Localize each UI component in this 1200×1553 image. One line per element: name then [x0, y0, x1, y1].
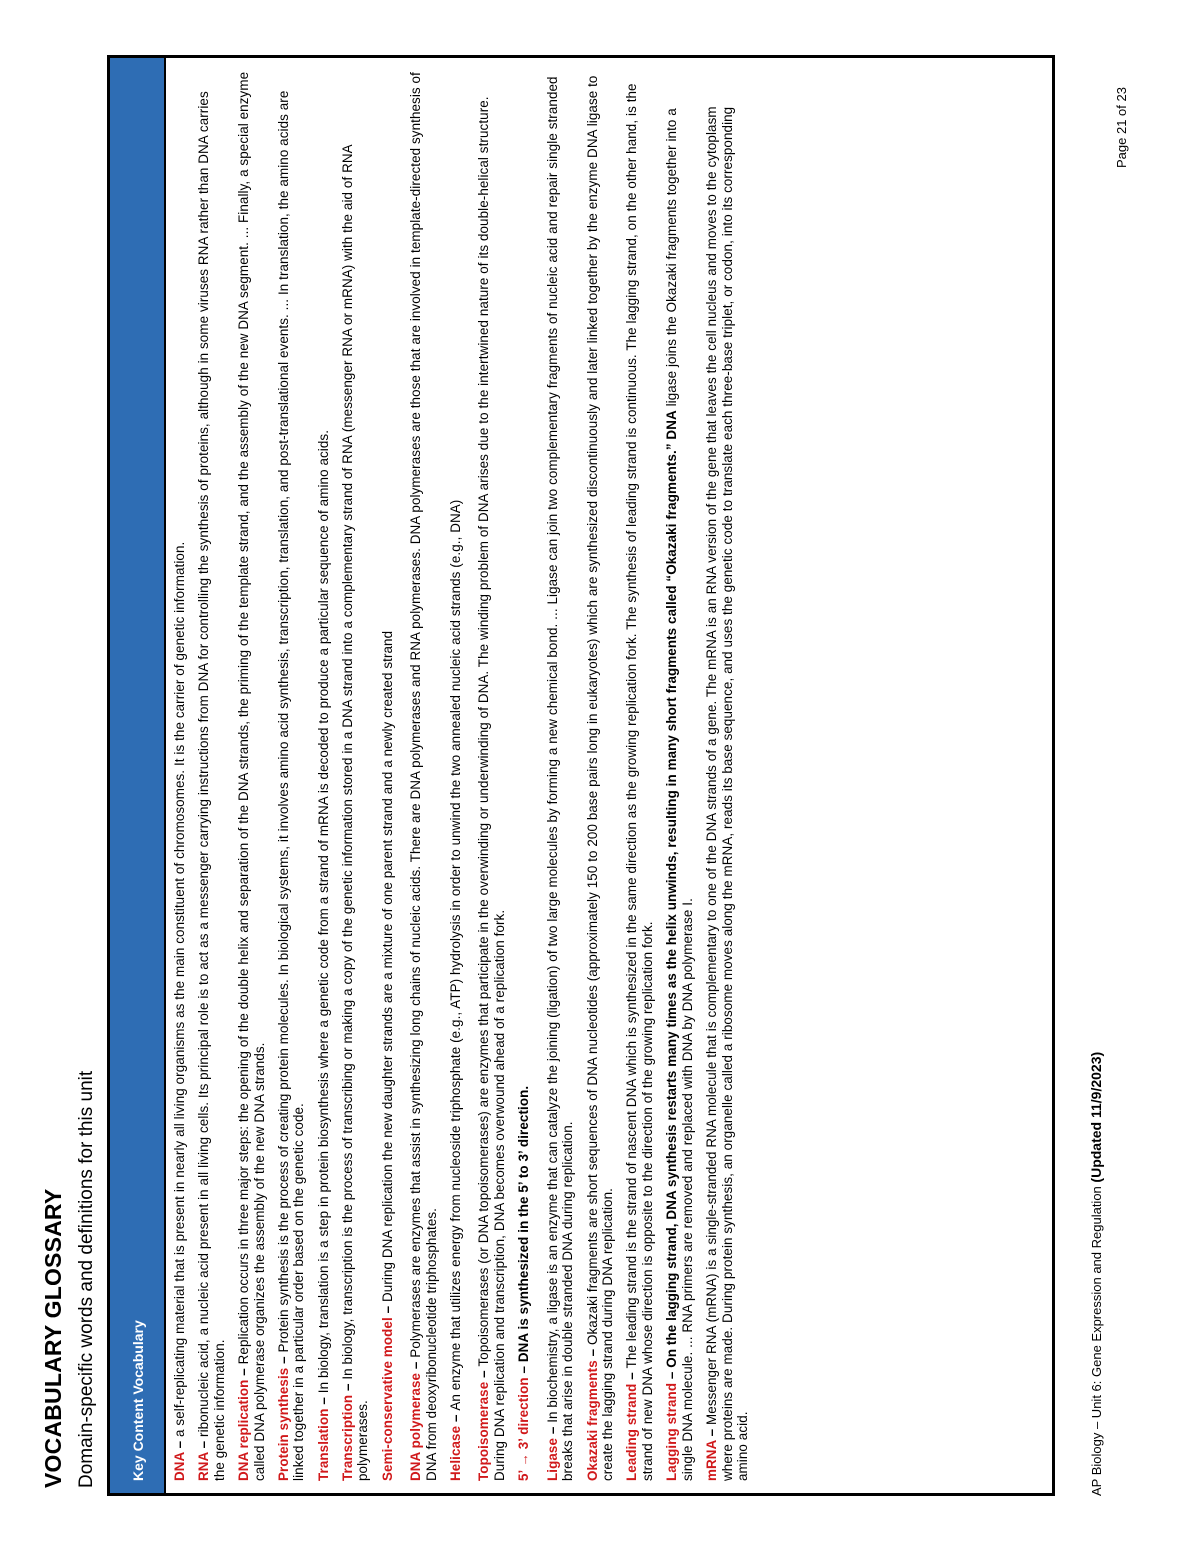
term: Semi-conservative model	[379, 1317, 395, 1481]
entry-helicase	[448, 70, 464, 1481]
table-header: Key Content Vocabulary	[110, 58, 166, 1493]
term: DNA	[172, 1452, 187, 1481]
term: mRNA	[703, 1440, 719, 1481]
term: Protein synthesis	[275, 1367, 291, 1481]
term-dash: –	[584, 1345, 600, 1361]
entry-mrna	[704, 70, 751, 1481]
term: Translation	[315, 1408, 331, 1481]
entry-topoisomerase	[476, 70, 507, 1481]
term-dash: –	[315, 1393, 331, 1409]
term: RNA	[196, 1452, 212, 1481]
definition: Okazaki fragments are short sequences of DNA nucleotides (approximately 150 to 200 base pairs long in eukaryotes) which are synthesized discontinuously and later linked together by the enzyme DNA ligase to create the lagging strand during DNA replication.	[584, 75, 616, 1481]
definition: ligase joins the Okazaki fragments together into a single DNA molecule. ... RNA primers are removed and replaced with DNA by DNA polymerase I.	[664, 108, 695, 1481]
page-title: VOCABULARY GLOSSARY	[40, 1188, 66, 1488]
term-dash: –	[447, 1410, 463, 1426]
definition: In biology, transcription is the process of transcribing or making a copy of the genetic information stored in a DNA strand into a complementary strand of RNA (messenger RNA or mRNA) with the aid of RNA polymerases.	[339, 145, 371, 1481]
vocabulary-table	[107, 55, 1055, 1496]
term-dash: –	[408, 1357, 424, 1373]
entry-rna	[196, 70, 227, 1481]
entry-5-to-3-direction	[516, 70, 532, 1481]
page-subtitle: Domain-specific words and definitions for this unit	[76, 1070, 97, 1488]
definition: Protein synthesis is the process of creating protein molecules. In biological systems, it involves amino acid synthesis, transcription, translation, and post-translational events. ... In translation, the amino acids are linked together in a particular order based on the genetic code.	[275, 90, 307, 1481]
entry-semi-conservative-model	[380, 70, 396, 1481]
term-dash: –	[339, 1379, 355, 1395]
entry-leading-strand	[624, 70, 655, 1481]
term: Helicase	[447, 1425, 463, 1481]
term-dash: –	[624, 1368, 640, 1384]
entry-lagging-strand	[664, 70, 695, 1481]
term: DNA polymerase	[408, 1372, 424, 1481]
page-footer	[1088, 1052, 1104, 1496]
definition: DNA is synthesized in the 5’ to 3’ direction.	[516, 1085, 532, 1363]
definition: In biochemistry, a ligase is an enzyme that can catalyze the joining (ligation) of two large molecules by forming a new chemical bond. ... Ligase can join two complementary fragments of nucleic acid and repair single stranded breaks that arise in double stranded DNA during replication.	[544, 76, 576, 1481]
definition: The leading strand is the strand of nascent DNA which is synthesized in the same direction as the growing replication fork. The synthesis of leading strand is continuous. The lagging strand, on the other hand, is the strand of new DNA whose direction is opposite to the direction of the growing replication fork.	[624, 83, 655, 1481]
entry-dna-polymerase	[408, 70, 439, 1481]
term: Ligase	[544, 1437, 560, 1481]
definition: In biology, translation is a step in protein biosynthesis where a genetic code from a strand of mRNA is decoded to produce a particular sequence of amino acids.	[315, 429, 331, 1394]
term: Transcription	[339, 1394, 355, 1481]
entry-dna	[172, 70, 188, 1481]
term-dash: –	[275, 1352, 291, 1368]
entry-dna-replication	[236, 70, 267, 1481]
term-dash: –	[703, 1424, 719, 1441]
entry-okazaki-fragments	[585, 70, 616, 1481]
term: DNA replication	[235, 1379, 251, 1481]
definition: An enzyme that utilizes energy from nucleoside triphosphate (e.g., ATP) hydrolysis in order to unwind the two annealed nucleic acid strands (e.g., DNA)	[447, 499, 463, 1411]
entry-protein-synthesis	[276, 70, 307, 1481]
definition: Messenger RNA (mRNA) is a single-stranded RNA molecule that is complementary to one of the DNA strands of a gene. The mRNA is an RNA version of the gene that leaves the cell nucleus and moves to the cytoplasm where proteins are made. During protein synthesis, an organelle called a ribosome moves along the mRNA, reads its base sequence, and uses the genetic code to translate each three-base triplet, or codon, into its corresponding amino acid.	[703, 106, 751, 1481]
entry-transcription	[340, 70, 371, 1481]
definition: Topoisomerases (or DNA topoisomerases) are enzymes that participate in the overwinding or underwinding of DNA. The winding problem of DNA arises due to the intertwined nature of its double-helical structure. During DNA replication and transcription, DNA becomes overwound ahead of a replication fork.	[476, 96, 508, 1481]
term-dash: –	[235, 1364, 251, 1380]
term: Okazaki fragments	[584, 1360, 600, 1481]
definition-emphasis: On the lagging strand, DNA synthesis restarts many times as the helix unwinds, resulting in many short fragments called “Okazaki fragments.” DNA	[664, 410, 680, 1368]
page-number: Page 21 of 23	[1114, 87, 1129, 168]
definition: During DNA replication the new daughter strands are a mixture of one parent strand and a newly created strand	[379, 630, 395, 1302]
term-dash: –	[664, 1367, 680, 1383]
term-dash: –	[476, 1366, 492, 1382]
course-label: AP Biology – Unit 6: Gene Expression and Regulation	[1089, 1186, 1104, 1496]
term: Lagging strand	[664, 1382, 680, 1481]
definition: ribonucleic acid, a nucleic acid present in all living cells. Its principal role is to act as a messenger carrying instructions from DNA for controlling the synthesis of proteins, although in some viruses RNA rather than DNA carries the genetic information.	[196, 91, 227, 1481]
definition: a self-replicating material that is present in nearly all living organisms as the main constituent of chromosomes. It is the carrier of genetic information.	[172, 541, 187, 1437]
term-dash: –	[172, 1436, 187, 1453]
term: Topoisomerase	[476, 1381, 492, 1481]
entry-translation	[316, 70, 332, 1481]
term-dash: –	[544, 1422, 560, 1438]
term: 5’ → 3’ direction	[516, 1377, 532, 1481]
definition: Replication occurs in three major steps: the opening of the double helix and separation of the DNA strands, the priming of the template strand, and the assembly of the new DNA segment. ... Finally, a special enzyme called DNA polymerase organizes the assembly of the new DNA strands.	[235, 71, 267, 1481]
updated-date: (Updated 11/9/2023)	[1088, 1051, 1104, 1183]
term: Leading strand	[624, 1383, 640, 1481]
term-dash: –	[196, 1436, 212, 1453]
entry-ligase	[545, 70, 576, 1481]
term-dash: –	[379, 1301, 395, 1318]
definition: Polymerases are enzymes that assist in synthesizing long chains of nucleic acids. There are DNA polymerases and RNA polymerases. DNA polymerases are those that are involved in template-directed synthesis of DNA from deoxyribonucleotide triphosphates.	[408, 72, 439, 1481]
vocabulary-entries	[166, 58, 751, 1493]
term-dash: –	[516, 1362, 532, 1378]
